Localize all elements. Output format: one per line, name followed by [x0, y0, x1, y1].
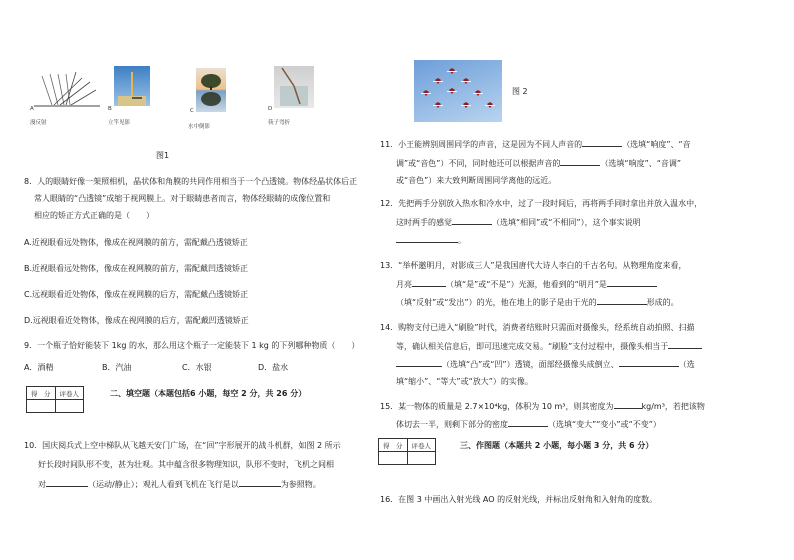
grader-label: 评卷人 [407, 439, 436, 452]
bent-chopstick-image [274, 66, 314, 108]
q16-stem: 16．在图 3 中画出入射光线 AO 的反射光线，并标出反射角和入射角的度数。 [380, 495, 658, 504]
pole-shadow-image [114, 66, 150, 106]
q13-line-3: （填“反射”或“发出”）的光，他在地上的影子是由于光的 形成的。 [396, 298, 679, 307]
section-2-title: 二、填空题（本题包括6 小题，每空 2 分，共 26 分） [110, 389, 307, 398]
q14-line-2: 等，确认相关信息后，即可迅速完成交易。“刷脸”支付过程中，摄像头相当于 [396, 340, 702, 352]
caption-d: D [268, 106, 273, 112]
q14-line-1: 14．购物支付已进入“刷脸”时代，消费者结账时只需面对摄像头，经系统自动拍照、扫描 [380, 323, 695, 332]
grader-cell[interactable] [55, 400, 84, 413]
q11-line-3: 或“音色”）来大致判断周围同学离他的远近。 [396, 176, 557, 185]
diffuse-reflection-image [32, 68, 102, 108]
caption-c-text: 水中倒影 [188, 124, 211, 130]
figure-2-jets-image [414, 60, 502, 122]
q15-blank-2[interactable] [508, 418, 548, 427]
q8-option-a: A.近视眼看远处物体，像成在视网膜的前方，需配戴凸透镜矫正 [24, 238, 248, 247]
q10-blank-2[interactable] [239, 478, 281, 487]
q12-blank-2[interactable] [396, 234, 458, 243]
q15-blank-1[interactable] [614, 400, 642, 409]
water-reflection-image [196, 68, 226, 112]
section-3-title: 三、作图题（本题共 2 小题，每小题 3 分，共 6 分） [460, 441, 654, 450]
q10-line-1: 10．国庆阅兵式上空中梯队从飞越天安门广场，在“回”字形展开的战斗机群，如图 2 所示 [24, 441, 341, 450]
q8-option-b: B.近视眼看远处物体，像成在视网膜的前方，需配戴凹透镜矫正 [24, 264, 249, 273]
q8-line-2: 常人眼睛的“凸透镜”成缩于视网膜上。对于眼睛患者而言，物体经眼睛的成像位置和 [34, 194, 331, 203]
figure-1-label: 图1 [156, 151, 170, 160]
q12-blank-1[interactable] [452, 216, 492, 225]
score-label: 得 分 [27, 387, 56, 400]
caption-b-text: 立竿见影 [108, 120, 131, 126]
q9-option-d: D．盐水 [258, 363, 289, 372]
q9-stem: 9．一个瓶子恰好能装下 1kg 的水，那么用这个瓶子一定能装下 1 kg 的下列哪种物质（ ） [24, 341, 360, 350]
q9-option-b: B．汽油 [102, 363, 132, 372]
q13-blank-3[interactable] [597, 296, 647, 305]
q8-option-d: D.远视眼看近处物体，像成在视网膜的后方，需配戴凹透镜矫正 [24, 316, 249, 325]
figure-2-label: 图 2 [512, 87, 528, 96]
q11-blank-1[interactable] [582, 138, 622, 147]
q14-line-3: （选填“凸”或“凹”）透镜，面部经摄像头成倒立、 （选 [396, 358, 695, 370]
q14-blank-1[interactable] [668, 340, 702, 349]
q10-line-3: 对 （运动/静止）；观礼人看到飞机在飞行是以 为参照物。 [38, 480, 321, 489]
q14-line-4: 填“缩小”、“等大”或“放大”）的实像。 [396, 377, 533, 386]
q15-line-2: 体切去一半，则剩下部分的密度 （选填“变大”“变小”或“不变”） [396, 420, 661, 429]
caption-c: C [190, 108, 194, 114]
caption-a-letter: A [30, 106, 34, 112]
q9-option-a: A．酒精 [24, 363, 54, 372]
score-cell[interactable] [27, 400, 56, 413]
q13-blank-1[interactable] [412, 278, 446, 287]
q9-option-c: C．水银 [182, 363, 212, 372]
q11-line-2: 调”或“音色”）不同，同时他还可以根据声音的 （选填“响度”、“音调” [396, 159, 682, 168]
q13-line-2: 月亮 （填“是”或“不是”）光源，他看到的“明月”是 [396, 278, 657, 290]
grader-cell[interactable] [407, 452, 436, 465]
q12-line-1: 12．先把两手分别放入热水和冷水中，过了一段时间后，再将两手同时拿出并放入温水中， [380, 199, 703, 208]
q8-line-3: 相应的矫正方式正确的是（ ） [34, 211, 154, 220]
score-label: 得 分 [379, 439, 408, 452]
score-box-section-3 [378, 438, 436, 465]
q10-blank-1[interactable] [46, 478, 88, 487]
q12-line-3: 。 [396, 234, 466, 246]
q14-blank-2[interactable] [396, 358, 442, 367]
caption-b: B [108, 106, 112, 112]
score-box-section-2 [26, 386, 84, 413]
caption-d-text: 筷子弯折 [268, 120, 291, 126]
grader-label: 评卷人 [55, 387, 84, 400]
q11-blank-2[interactable] [560, 157, 600, 166]
caption-a-text: 漫反射 [30, 120, 47, 126]
q13-blank-2[interactable] [607, 278, 657, 287]
score-cell[interactable] [379, 452, 408, 465]
q13-line-1: 13．“举杯邀明月，对影成三人”是我国唐代大诗人李白的千古名句。从物理角度来看， [380, 261, 687, 270]
figure-1 [26, 62, 326, 162]
q15-line-1: 15．某一物体的质量是 2.7×10⁴kg，体积为 10 m³，则其密度为 kg/m³，若把该物 [380, 402, 705, 411]
q8-option-c: C.远视眼看近处物体，像成在视网膜的后方，需配戴凸透镜矫正 [24, 290, 249, 299]
q14-blank-3[interactable] [619, 358, 679, 367]
q10-line-2: 好长段时间队形不变，甚为壮观。其中蕴含很多物理知识，队形不变时，飞机之间相 [38, 460, 334, 469]
q11-line-1: 11．小王能辨别周围同学的声音，这是因为不同人声音的 （选填“响度”、“音 [380, 140, 691, 149]
q12-line-2: 这时两手的感觉 （选填“相同”或“不相同”），这个事实说明 [396, 218, 641, 227]
q8-line-1: 8．人的眼睛好像一架照相机，晶状体和角膜的共同作用相当于一个凸透镜。物体经晶状体后正 [24, 177, 358, 186]
